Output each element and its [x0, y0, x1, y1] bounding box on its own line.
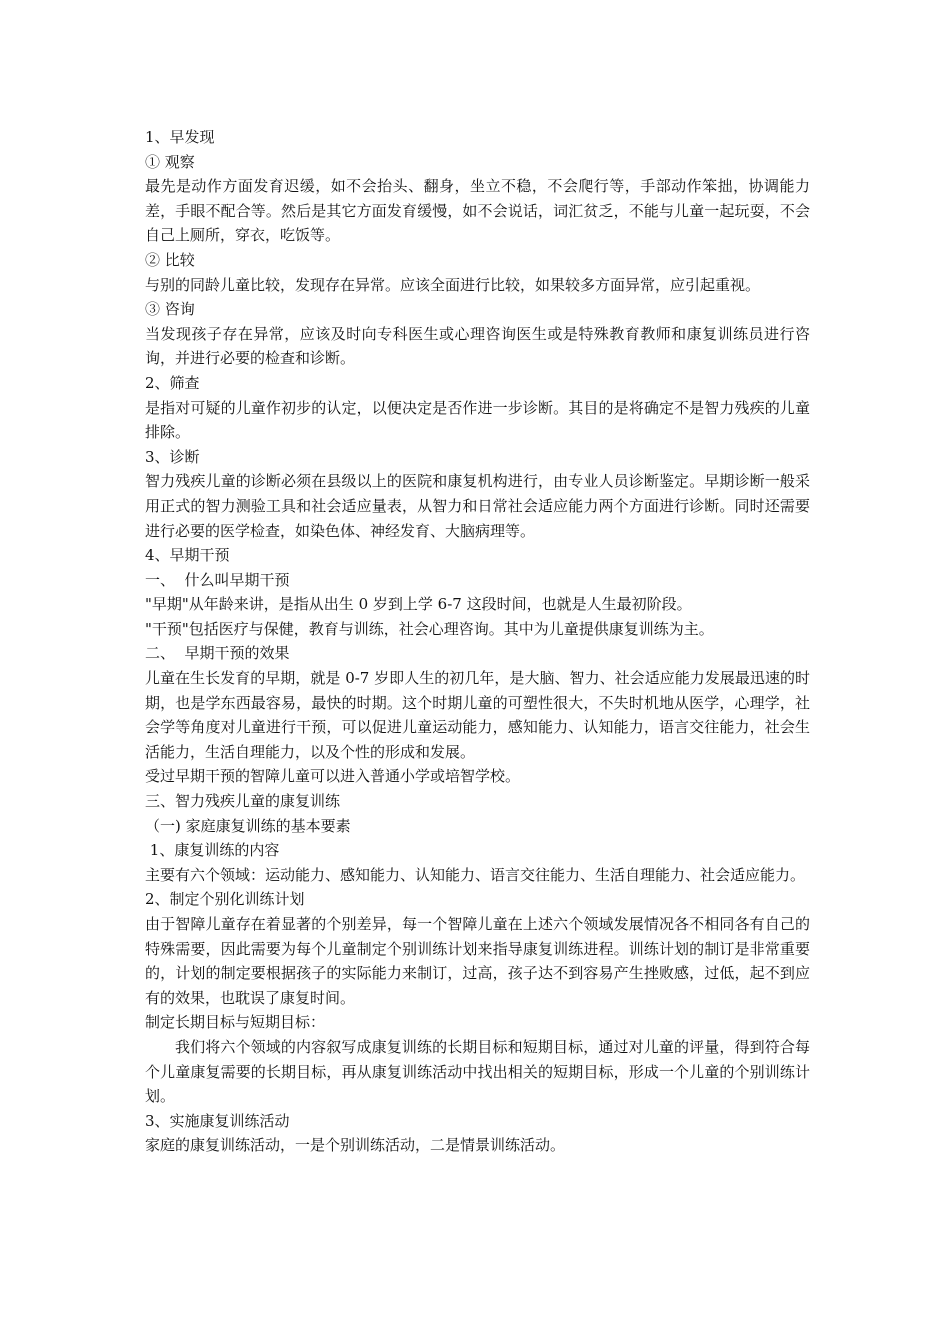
subheading-intervention-effect: 二、 早期干预的效果	[145, 644, 290, 663]
heading-screening: 2、筛查	[145, 373, 200, 392]
subheading-training-content: 1、康复训练的内容	[145, 841, 280, 860]
subheading-individual-plan: 2、制定个别化训练计划	[145, 890, 305, 909]
paragraph-activities: 家庭的康复训练活动，一是个别训练活动，二是情景训练活动。	[145, 1136, 566, 1155]
document-page	[145, 125, 810, 1158]
paragraph-consult: 当发现孩子存在异常，应该及时向专科医生或心理咨询医生或是特殊教育教师和康复训练员进行咨询，并进行必要的检查和诊断。	[145, 324, 810, 368]
paragraph-intervention-effect: 儿童在生长发育的早期，就是 0-7 岁即人生的初几年，是大脑、智力、社会适应能力发展最迅速的时期，也是学东西最容易，最快的时期。这个时期儿童的可塑性很大，不失时机地从医学，心理学，社会学等角度对儿童进行干预，可以促进儿童运动能力，感知能力、认知能力，语言交往能力，社会生活能力，生活自理能力，以及个性的形成和发展。	[145, 669, 810, 761]
heading-diagnosis: 3、诊断	[145, 447, 200, 466]
paragraph-individual-plan: 由于智障儿童存在着显著的个别差异，每一个智障儿童在上述六个领域发展情况各不相同各有自己的特殊需要，因此需要为每个儿童制定个别训练计划来指导康复训练进程。训练计划的制订是非常重要的，计划的制定要根据孩子的实际能力来制订，过高，孩子达不到容易产生挫败感，过低，起不到应有的效果，也耽误了康复时间。	[145, 915, 810, 1007]
subheading-consult: ③ 咨询	[145, 300, 195, 319]
heading-rehab-training: 三、智力残疾儿童的康复训练	[145, 792, 341, 811]
paragraph-early-definition: "早期"从年龄来讲，是指从出生 0 岁到上学 6-7 这段时间，也就是人生最初阶段。	[145, 595, 692, 614]
subheading-what-is-intervention: 一、 什么叫早期干预	[145, 570, 290, 589]
paragraph-diagnosis: 智力残疾儿童的诊断必须在县级以上的医院和康复机构进行，由专业人员诊断鉴定。早期诊断一般采用正式的智力测验工具和社会适应量表，从智力和日常社会适应能力两个方面进行诊断。同时还需要进行必要的医学检查，如染色体、神经发育、大脑病理等。	[145, 472, 810, 540]
subheading-observe: ① 观察	[145, 152, 195, 171]
paragraph-observe: 最先是动作方面发育迟缓，如不会抬头、翻身，坐立不稳，不会爬行等，手部动作笨拙，协调能力差，手眼不配合等。然后是其它方面发育缓慢，如不会说话，词汇贫乏，不能与儿童一起玩耍，不会自己上厕所，穿衣，吃饭等。	[145, 177, 810, 245]
paragraph-goals: 我们将六个领域的内容叙写成康复训练的长期目标和短期目标，通过对儿童的评量，得到符合每个儿童康复需要的长期目标，再从康复训练活动中找出相关的短期目标，形成一个儿童的个别训练计划。	[145, 1037, 810, 1106]
heading-early-intervention: 4、早期干预	[145, 546, 230, 565]
subheading-goals: 制定长期目标与短期目标：	[145, 1013, 326, 1032]
paragraph-school-entry: 受过早期干预的智障儿童可以进入普通小学或培智学校。	[145, 767, 521, 786]
subheading-compare: ② 比较	[145, 250, 195, 269]
subheading-implement-activities: 3、实施康复训练活动	[145, 1111, 290, 1130]
paragraph-intervention-definition: "干预"包括医疗与保健，教育与训练，社会心理咨询。其中为儿童提供康复训练为主。	[145, 619, 714, 638]
paragraph-training-content: 主要有六个领域：运动能力、感知能力、认知能力、语言交往能力、生活自理能力、社会适应能力。	[145, 865, 806, 884]
paragraph-screening: 是指对可疑的儿童作初步的认定，以便决定是否作进一步诊断。其目的是将确定不是智力残疾的儿童排除。	[145, 398, 810, 442]
subheading-home-rehab-elements: （一) 家庭康复训练的基本要素	[145, 816, 351, 835]
heading-early-discovery: 1、早发现	[145, 128, 215, 146]
paragraph-compare: 与别的同龄儿童比较，发现存在异常。应该全面进行比较，如果较多方面异常，应引起重视。	[145, 275, 761, 294]
